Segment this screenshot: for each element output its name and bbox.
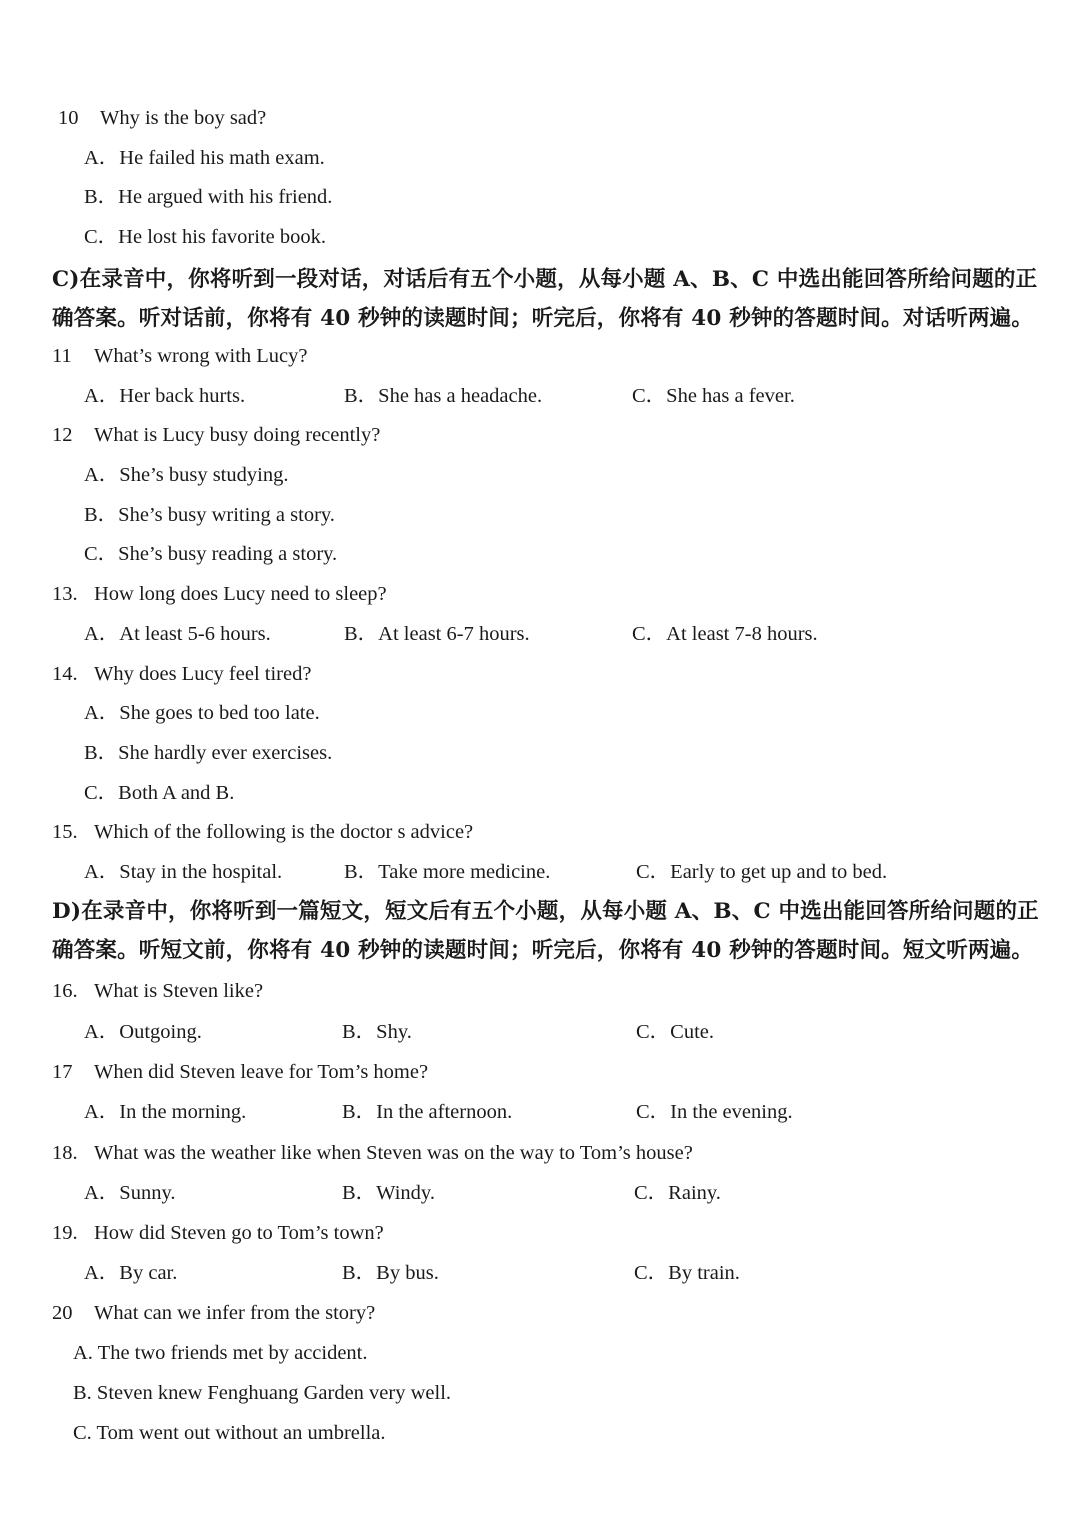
option-16-a: A．Outgoing. bbox=[84, 1021, 202, 1043]
option-10-b: B．He argued with his friend. bbox=[84, 186, 333, 208]
question-15 bbox=[52, 819, 473, 845]
question-text: How did Steven go to Tom’s town? bbox=[94, 1222, 384, 1244]
option-14-c: C．Both A and B. bbox=[84, 782, 235, 804]
option-15-c: C．Early to get up and to bed. bbox=[636, 861, 888, 883]
question-text: How long does Lucy need to sleep? bbox=[94, 583, 387, 605]
question-12 bbox=[52, 422, 380, 448]
option-20-a: A. The two friends met by accident. bbox=[73, 1342, 368, 1364]
option-16-c: C．Cute. bbox=[636, 1021, 715, 1043]
question-19 bbox=[52, 1220, 384, 1246]
question-number: 19. bbox=[52, 1222, 78, 1244]
question-20 bbox=[52, 1300, 375, 1326]
option-17-a: A．In the morning. bbox=[84, 1101, 247, 1123]
option-11-a: A．Her back hurts. bbox=[84, 385, 246, 407]
question-text: When did Steven leave for Tom’s home? bbox=[94, 1061, 429, 1083]
question-number: 14. bbox=[52, 663, 78, 685]
option-18-c: C．Rainy. bbox=[634, 1182, 721, 1204]
question-text: What was the weather like when Steven was on the way to Tom’s house? bbox=[94, 1142, 693, 1164]
question-text: What’s wrong with Lucy? bbox=[94, 345, 308, 367]
option-17-c: C．In the evening. bbox=[636, 1101, 793, 1123]
question-number: 12 bbox=[52, 424, 73, 446]
option-12-c: C．She’s busy reading a story. bbox=[84, 543, 338, 565]
question-number: 16. bbox=[52, 980, 78, 1002]
question-14 bbox=[52, 661, 311, 687]
question-number: 20 bbox=[52, 1302, 73, 1324]
section-d-instructions: D)在录音中，你将听到一篇短文，短文后有五个小题，从每小题 A、B、C 中选出能回答所给问题的正确答案。听短文前，你将有 40 秒钟的读题时间；听完后，你将有 40 秒钟的答题时间。短文听两遍。 bbox=[52, 899, 1039, 963]
option-17-b: B．In the afternoon. bbox=[342, 1101, 513, 1123]
option-18-b: B．Windy. bbox=[342, 1182, 435, 1204]
option-19-c: C．By train. bbox=[634, 1262, 740, 1284]
option-15-a: A．Stay in the hospital. bbox=[84, 861, 283, 883]
section-c-instructions: C)在录音中，你将听到一段对话，对话后有五个小题，从每小题 A、B、C 中选出能回答所给问题的正确答案。听对话前，你将有 40 秒钟的读题时间；听完后，你将有 40 秒钟的答题时间。对话听两遍。 bbox=[52, 267, 1038, 331]
option-10-a: A．He failed his math exam. bbox=[84, 147, 325, 169]
option-13-c: C．At least 7-8 hours. bbox=[632, 623, 818, 645]
question-text: Why is the boy sad? bbox=[100, 107, 267, 129]
question-number: 10 bbox=[58, 107, 79, 129]
question-17 bbox=[52, 1059, 428, 1085]
option-10-c: C．He lost his favorite book. bbox=[84, 226, 326, 248]
question-text: Which of the following is the doctor s advice? bbox=[94, 821, 474, 843]
option-13-b: B．At least 6-7 hours. bbox=[344, 623, 530, 645]
option-20-c: C. Tom went out without an umbrella. bbox=[73, 1422, 386, 1444]
option-14-b: B．She hardly ever exercises. bbox=[84, 742, 333, 764]
question-number: 11 bbox=[52, 345, 72, 367]
option-18-a: A．Sunny. bbox=[84, 1182, 176, 1204]
question-text: What is Lucy busy doing recently? bbox=[94, 424, 381, 446]
option-19-a: A．By car. bbox=[84, 1262, 178, 1284]
option-11-b: B．She has a headache. bbox=[344, 385, 543, 407]
question-number: 13. bbox=[52, 583, 78, 605]
option-14-a: A．She goes to bed too late. bbox=[84, 702, 320, 724]
option-20-b: B. Steven knew Fenghuang Garden very well. bbox=[73, 1382, 452, 1404]
question-11 bbox=[52, 343, 308, 369]
question-13 bbox=[52, 581, 387, 607]
option-11-c: C．She has a fever. bbox=[632, 385, 795, 407]
question-text: Why does Lucy feel tired? bbox=[94, 663, 312, 685]
question-10 bbox=[58, 105, 266, 131]
option-19-b: B．By bus. bbox=[342, 1262, 439, 1284]
question-18 bbox=[52, 1140, 693, 1166]
question-number: 18. bbox=[52, 1142, 78, 1164]
option-12-a: A．She’s busy studying. bbox=[84, 464, 289, 486]
question-number: 17 bbox=[52, 1061, 73, 1083]
option-13-a: A．At least 5-6 hours. bbox=[84, 623, 271, 645]
question-16 bbox=[52, 978, 263, 1004]
question-number: 15. bbox=[52, 821, 78, 843]
question-text: What is Steven like? bbox=[94, 980, 264, 1002]
option-16-b: B．Shy. bbox=[342, 1021, 412, 1043]
option-15-b: B．Take more medicine. bbox=[344, 861, 551, 883]
option-12-b: B．She’s busy writing a story. bbox=[84, 504, 335, 526]
question-text: What can we infer from the story? bbox=[94, 1302, 376, 1324]
